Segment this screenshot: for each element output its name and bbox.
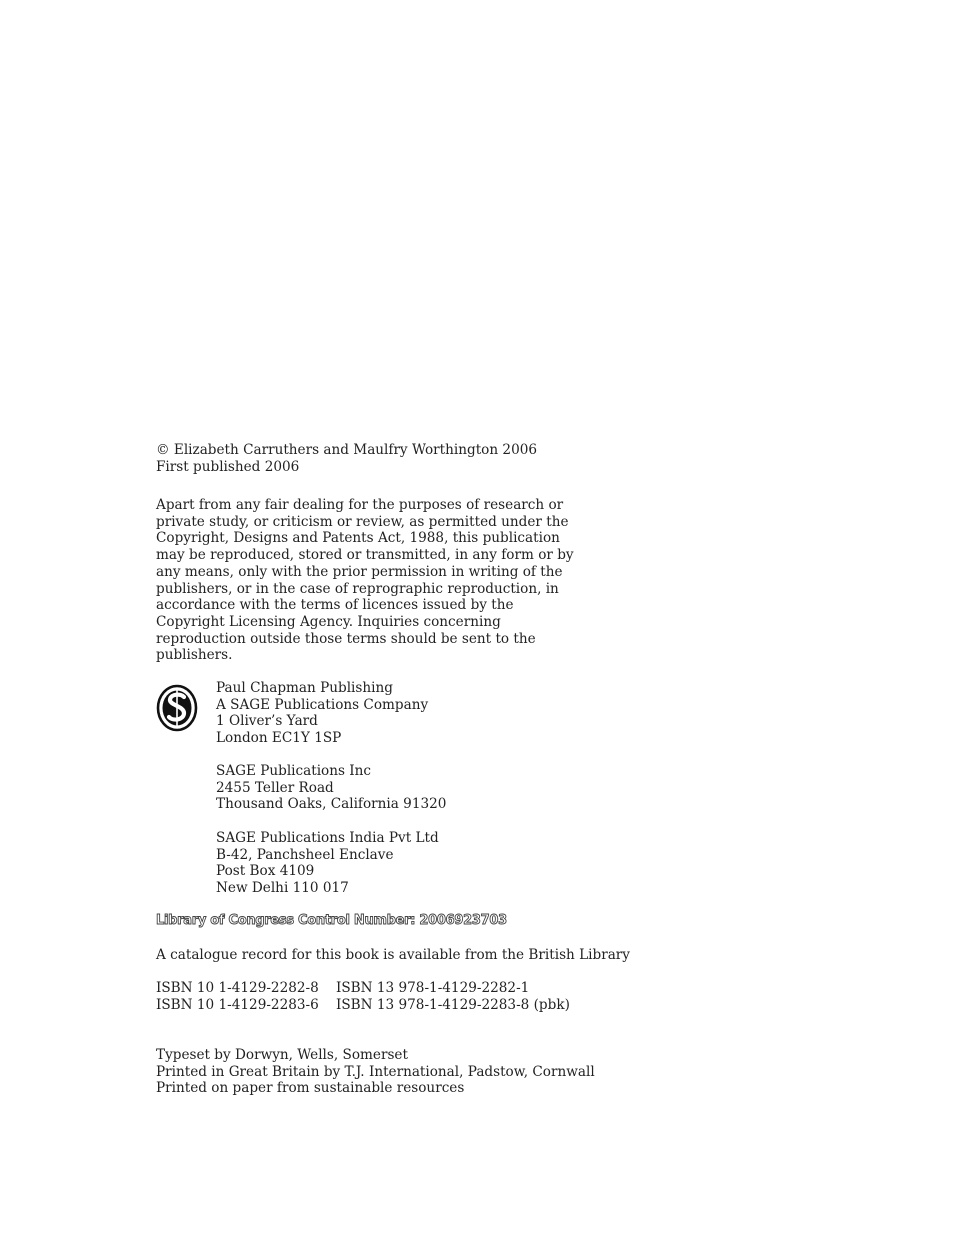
rights-line: private study, or criticism or review, as permitted under the [156,513,569,530]
isbn-13: ISBN 13 978-1-4129-2282-1 [336,980,530,996]
rights-line: any means, only with the prior permission in writing of the [156,563,563,580]
isbn-row [0,980,960,997]
rights-line: may be reproduced, stored or transmitted, in any form or by [156,547,574,564]
isbn-13: ISBN 13 978-1-4129-2283-8 (pbk) [336,997,570,1013]
first-published-line: First published 2006 [156,458,300,475]
address-line: Paul Chapman Publishing [216,680,393,696]
paper-line: Printed on paper from sustainable resources [156,1080,465,1097]
rights-line: Apart from any fair dealing for the purposes of research or [156,497,564,513]
catalogue-record: A catalogue record for this book is available from the British Library [156,947,630,963]
address-paul-chapman [216,680,428,747]
address-line: SAGE Publications India Pvt Ltd [216,830,439,846]
rights-line: publishers. [156,647,233,664]
rights-line: publishers, or in the case of reprographic reproduction, in [156,580,559,597]
copyright-line: © Elizabeth Carruthers and Maulfry Worthington 2006 [156,442,538,458]
isbn-10: ISBN 10 1-4129-2282-8 [156,980,319,996]
address-line: 2455 Teller Road [216,779,334,796]
rights-line: accordance with the terms of licences issued by the [156,597,514,614]
address-line: Post Box 4109 [216,863,315,880]
address-line: B-42, Panchsheel Enclave [216,846,394,863]
address-sage-inc [216,763,446,813]
copyright-notice [156,442,537,475]
address-line: Thousand Oaks, California 91320 [216,796,447,813]
printer-line: Printed in Great Britain by T.J. International, Padstow, Cornwall [156,1063,595,1080]
isbn-row [0,997,960,1014]
rights-line: reproduction outside those terms should be sent to the [156,630,536,647]
loc-control-number: Library of Congress Control Number: 2006923703 [156,913,507,928]
address-line: SAGE Publications Inc [216,763,372,779]
address-sage-india [216,830,439,897]
isbn-10: ISBN 10 1-4129-2283-6 [156,997,319,1013]
sage-logo-icon [156,684,198,732]
address-line: 1 Oliver’s Yard [216,713,318,730]
rights-line: Copyright, Designs and Patents Act, 1988, this publication [156,530,560,547]
production-notes [156,1047,595,1097]
address-line: New Delhi 110 017 [216,880,349,897]
rights-paragraph [156,497,574,664]
typeset-line: Typeset by Dorwyn, Wells, Somerset [156,1047,408,1063]
address-line: A SAGE Publications Company [216,696,429,713]
address-line: London EC1Y 1SP [216,730,342,747]
rights-line: Copyright Licensing Agency. Inquiries concerning [156,613,501,630]
